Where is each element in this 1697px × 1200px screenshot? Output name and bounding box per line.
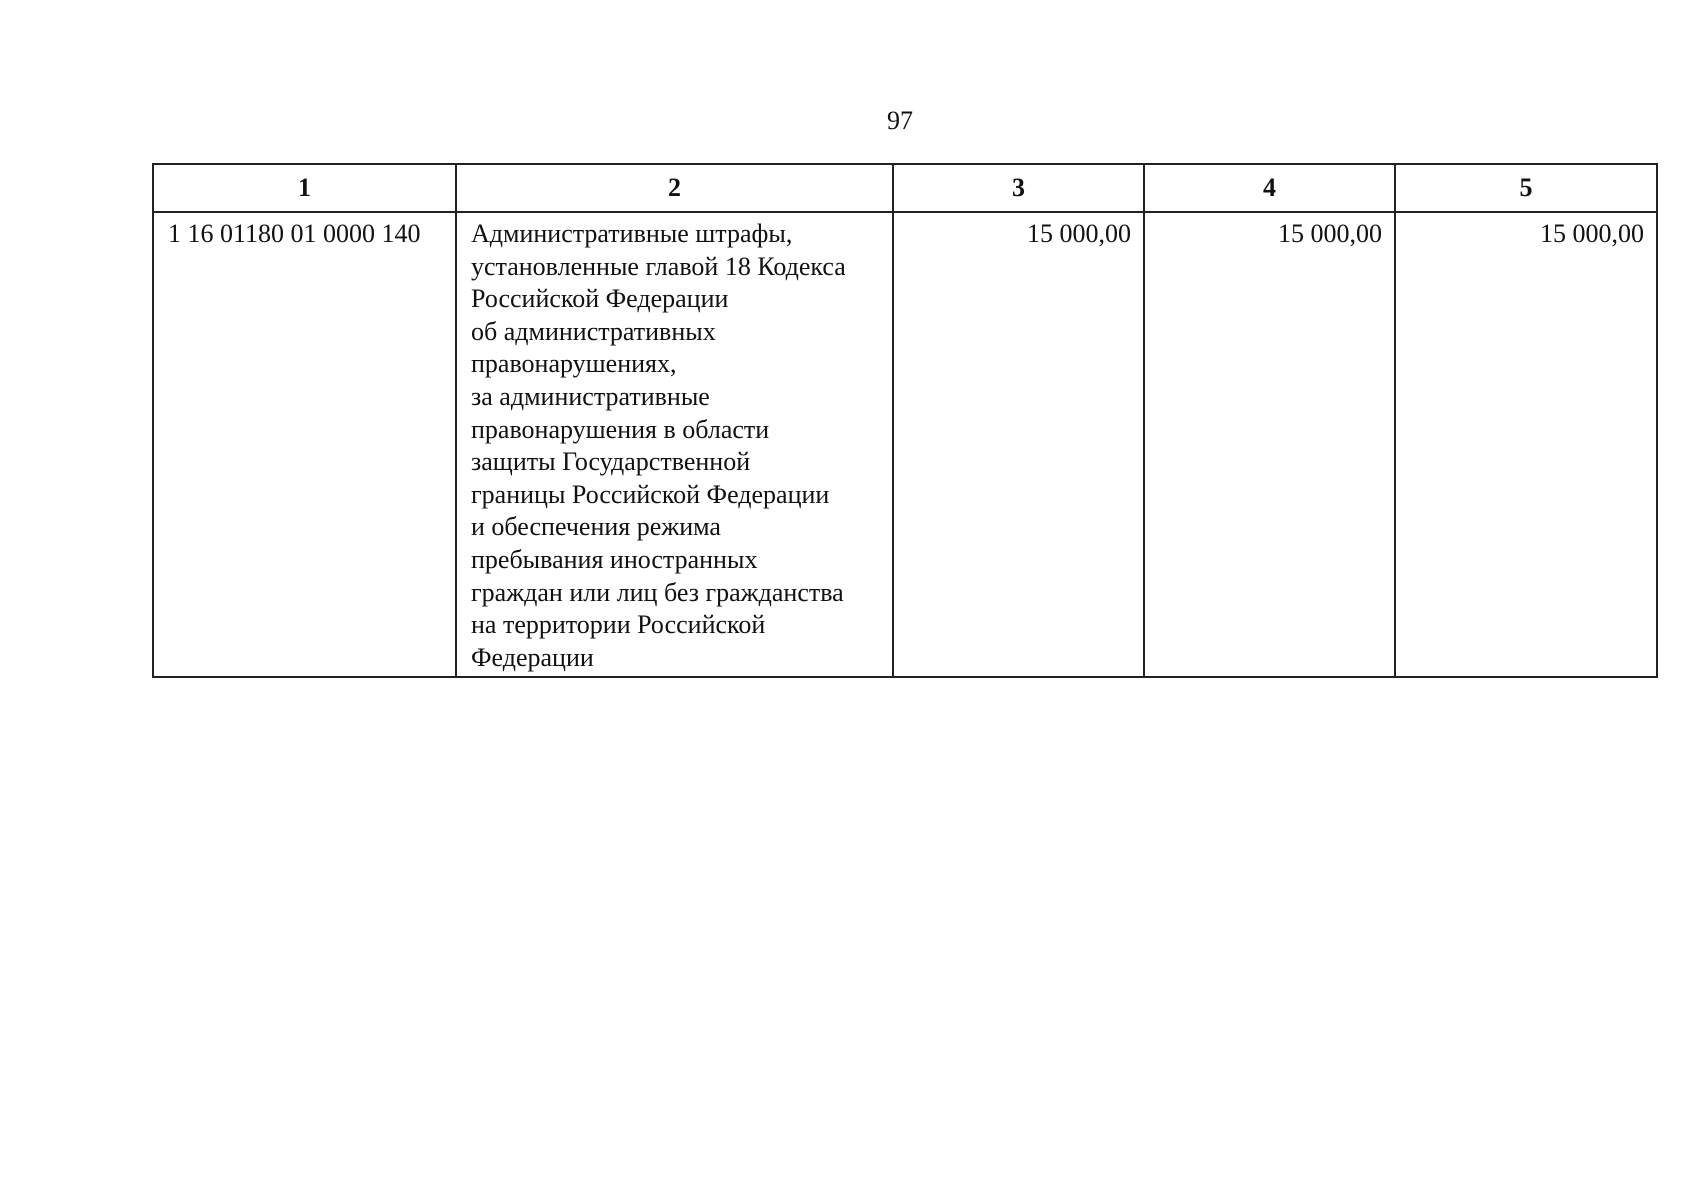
description-line: пребывания иностранных [471, 544, 758, 574]
column-header-3: 3 [893, 164, 1144, 212]
page-number: 97 [887, 106, 913, 135]
amount-column-3: 15 000,00 [893, 212, 1144, 677]
description-line: Федерации [471, 642, 594, 672]
description-line: правонарушения в области [471, 414, 770, 444]
table-row [153, 212, 1657, 677]
description-line: Российской Федерации [471, 284, 729, 314]
description-line: границы Российской Федерации [471, 479, 830, 509]
amount-column-4: 15 000,00 [1144, 212, 1395, 677]
description-line: и обеспечения режима [471, 512, 721, 542]
amount-column-5: 15 000,00 [1395, 212, 1657, 677]
description-line: граждан или лиц без гражданства [471, 577, 844, 607]
budget-table [152, 163, 1658, 678]
column-header-4: 4 [1144, 164, 1395, 212]
description-line: Административные штрафы, [471, 219, 793, 248]
table-header-row [153, 164, 1657, 212]
revenue-description [456, 212, 893, 677]
column-header-5: 5 [1395, 164, 1657, 212]
budget-classification-code: 1 16 01180 01 0000 140 [153, 212, 456, 677]
description-line: на территории Российской [471, 610, 766, 640]
description-line: защиты Государственной [471, 447, 751, 477]
description-line: об административных [471, 316, 716, 346]
description-line: правонарушениях, [471, 349, 677, 379]
column-header-1: 1 [153, 164, 456, 212]
description-line: за административные [471, 381, 710, 411]
column-header-2: 2 [456, 164, 893, 212]
description-line: установленные главой 18 Кодекса [471, 251, 846, 281]
